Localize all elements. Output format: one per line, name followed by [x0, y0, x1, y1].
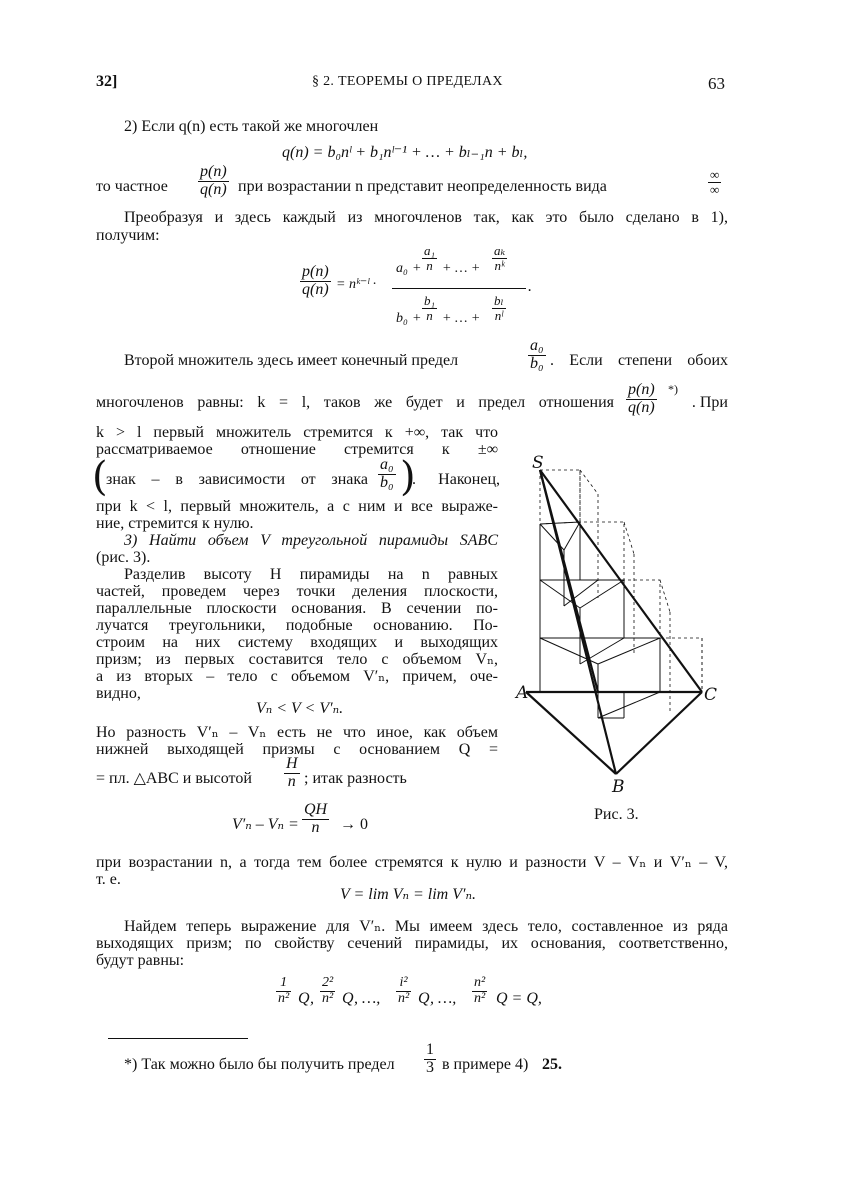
paragraph-find-3: будут равны: [96, 952, 185, 969]
problem-3-ref: (рис. 3). [96, 549, 151, 566]
big-fraction-bar [392, 288, 526, 289]
footnote-mark: *) [668, 382, 678, 396]
paragraph-diff-2: нижней выходящей призмы с основанием Q = [96, 741, 498, 758]
line-sign: ( знак – в зависимости от знака $\frac{\text{a₀}}{\text{b₀}}$ ) . Наконец, [92, 454, 500, 500]
fraction-h-n: $\frac{H}{n}$ [286, 755, 298, 790]
equation-q: q(n) = b₀nˡ + b₁nˡ⁻¹ + … + bₗ₋₁n + bₗ, [282, 144, 528, 161]
paragraph-div-3: параллельные плоскости основания. В сечении по- [96, 600, 498, 617]
equation-inequality: Vₙ < V < V′ₙ. [256, 700, 344, 717]
paragraph-find-1: Найдем теперь выражение для V′ₙ. Мы имеем здесь тело, составленное из ряда [124, 918, 728, 935]
text-degrees: . Если степени обоих [550, 352, 728, 369]
paragraph-div-8: видно, [96, 685, 141, 702]
paragraph-div-4: лучатся треугольники, подобные основанию. По- [96, 617, 498, 634]
fraction-ratio-star: $\frac{p(n)}{q(n)}$ [628, 381, 655, 416]
vertex-label-s: S [532, 453, 544, 473]
footnote-text: *) Так можно было бы получить предел [124, 1056, 395, 1073]
line-quotient [96, 164, 728, 212]
fraction-pn-qn: $\frac{p(n)}{q(n)}$ [200, 163, 227, 198]
fraction-lhs: $\frac{p(n)}{q(n)}$ [302, 263, 329, 298]
page-number: 63 [708, 74, 725, 93]
paragraph-kgl-2: рассматриваемое отношение стремится к ±∞ [96, 441, 498, 458]
text-equal: многочленов равны: k = l, таков же будет и предел отношения [96, 394, 614, 411]
line-second-factor [96, 338, 728, 382]
section-number: 32] [96, 73, 118, 90]
fraction-qh-n: $\frac{QH}{n}$ [304, 801, 328, 836]
paragraph-incr-2: т. е. [96, 871, 121, 888]
paragraph-div-2: частей, проведем через точки деления плоскости, [96, 583, 498, 600]
equation-limit: V = lim Vₙ = lim V′ₙ. [340, 886, 476, 903]
equation-ratio: $\frac{p(n)}{q(n)}$ = nᵏ⁻ˡ · a₀ + $\frac{\text{a₁}}{n}$ + … + $\frac{\text{aₖ}}{\text{nᵏ}}$ b₀ + $\frac{\text{b₁}}{n}$ + … + $\frac{\text{bₗ}}{\text{nˡ}}$ . [300, 240, 540, 340]
paragraph-div-6: призм; из первых составится тело с объемом Vₙ, [96, 651, 498, 668]
text-then: то частное [96, 178, 168, 195]
text-second: Второй множитель здесь имеет конечный предел [124, 352, 459, 369]
footnote-reference: 25. [542, 1056, 562, 1073]
equation-sequence: $\frac{1}{\text{n²}}$ Q , $\frac{\text{2²}}{\text{n²}}$ Q , …, $\frac{\text{i²}}{\text{n²}}$ Q , …, $\frac{\text{n²}}{\text{n²}}$ Q = Q, [278, 975, 542, 1007]
line-equal-degrees [96, 382, 728, 426]
fraction-one-third: $\frac{1}{3}$ [426, 1041, 434, 1076]
paragraph-div-1: Разделив высоту H пирамиды на n равных [124, 566, 498, 583]
problem-3-title: 3) Найти объем V треугольной пирамиды SABC [124, 532, 498, 549]
vertex-label-a: A [516, 683, 529, 703]
footnote-rule [108, 1038, 248, 1039]
equation-diff: V′ₙ – Vₙ = $\frac{QH}{n}$ → 0 [232, 801, 368, 836]
figure-pyramid [518, 448, 728, 798]
pyramid-diagram [518, 448, 728, 798]
power-factor: = nᵏ⁻ˡ · [336, 277, 377, 292]
text-area: = пл. △ABC и высотой [96, 770, 252, 787]
paragraph-incr-1: при возрастании n, а тогда тем более стремятся к нулю и разности V – Vₙ и V′ₙ – V, [96, 854, 728, 871]
big-fraction [392, 240, 526, 336]
vertex-label-b: B [612, 777, 625, 797]
paragraph-kgl-4: при k < l, первый множитель, а с ним и все выраже- [96, 498, 498, 515]
paragraph-diff-1: Но разность V′ₙ – Vₙ есть не что иное, как объем [96, 724, 498, 741]
figure-caption: Рис. 3. [594, 806, 639, 823]
text-when: . При [691, 394, 728, 411]
running-title: § 2. ТЕОРЕМЫ О ПРЕДЕЛАХ [312, 74, 503, 89]
text-finally: . Наконец, [412, 471, 500, 488]
fraction-a0-b0-sign: $\frac{\text{a₀}}{\text{b₀}}$ [380, 456, 394, 491]
paragraph-case2: 2) Если q(n) есть такой же многочлен [124, 118, 379, 135]
paragraph-find-2: выходящих призм; по свойству сечений пирамиды, их основания, соответственно, [96, 935, 728, 952]
vertex-label-c: C [704, 685, 718, 705]
footnote-example: в примере 4) [442, 1056, 529, 1073]
big-numerator: a₀ + $\frac{\text{a₁}}{n}$ + … + $\frac{\text{aₖ}}{\text{nᵏ}}$ [396, 243, 506, 276]
fraction-a0-b0: $\frac{\text{a₀}}{\text{b₀}}$ [530, 337, 544, 372]
paragraph-transform-2: получим: [96, 227, 160, 244]
paragraph-kgl-5: ние, стремится к нулю. [96, 515, 254, 532]
paragraph-transform: Преобразуя и здесь каждый из многочленов так, как это было сделано в 1), [124, 209, 728, 226]
paragraph-div-5: строим на них систему входящих и выходящих [96, 634, 498, 651]
text-indeterminacy: при возрастании n представит неопределенность вида [238, 178, 607, 195]
paragraph-kgl-1: k > l первый множитель стремится к +∞, так что [96, 424, 498, 441]
big-denominator: b₀ + $\frac{\text{b₁}}{n}$ + … + $\frac{\text{bₗ}}{\text{nˡ}}$ [396, 293, 504, 326]
text-so-diff: ; итак разность [304, 770, 407, 787]
fraction-inf-inf: ∞ ∞ [710, 167, 720, 197]
line-height [96, 754, 498, 798]
footnote [124, 1042, 604, 1086]
text-sign: знак – в зависимости от знака [106, 471, 368, 488]
paragraph-div-7: а из вторых – тело с объемом V′ₙ, причем, оче- [96, 668, 498, 685]
